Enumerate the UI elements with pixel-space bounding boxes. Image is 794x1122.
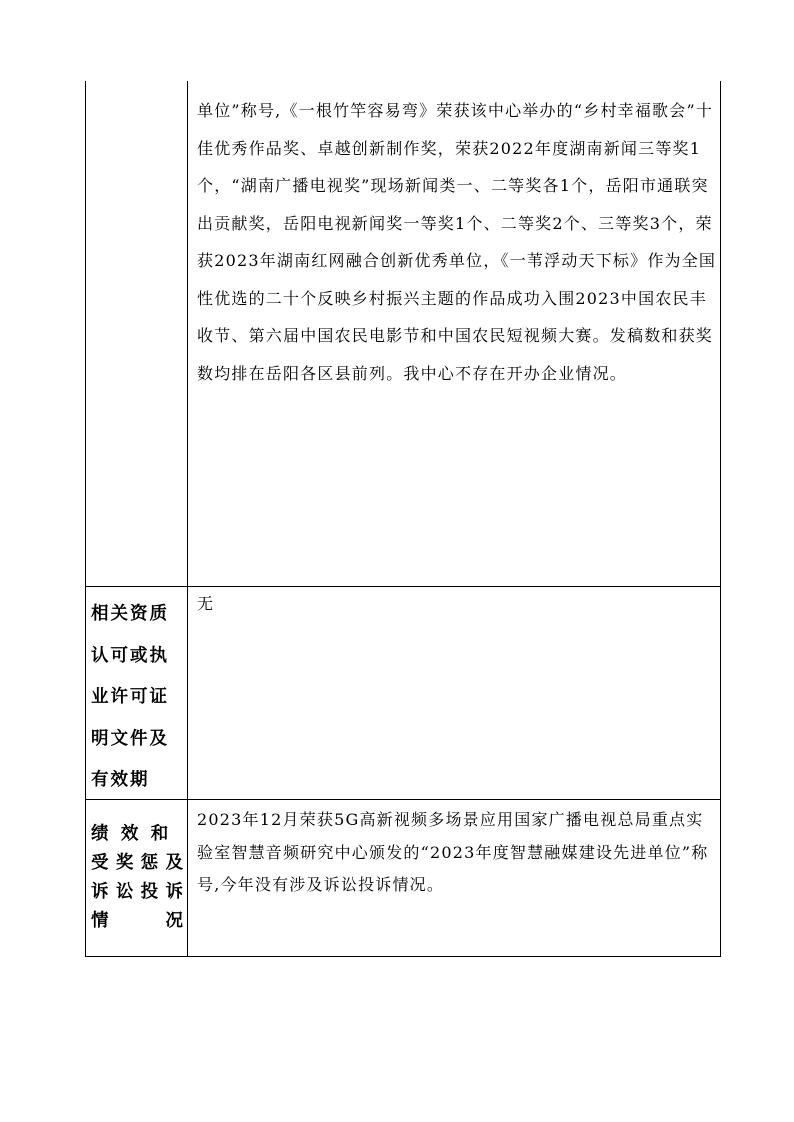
performance-label-line: 受 奖 惩 及 (91, 853, 183, 873)
qualification-text: 无 (197, 594, 215, 613)
qualification-label-line: 明文件及 (91, 728, 169, 749)
performance-label-line: 绩 效 和 (91, 824, 169, 844)
honors-text: 单位”称号,《一根竹竿容易弯》荣获该中心举办的“乡村幸福歌会”十佳优秀作品奖、卓越创新制作奖，荣获2022年度湖南新闻三等奖1个，“湖南广播电视奖”现场新闻类一、二等奖各1个，岳阳市通联突出贡献奖，岳阳电视新闻奖一等奖1个、二等奖2个、三等奖3个，荣获2023年湖南红网融合创新优秀单位，《一苇浮动天下标》作为全国性优选的二十个反映乡村振兴主题的作品成功入围2023中国农民丰收节、第六届中国农民电影节和中国农民短视频大赛。发稿数和获奖数均排在岳阳各区县前列。我中心不存在开办企业情况。 (197, 101, 717, 383)
performance-label-line: 诉 讼 投 诉 (91, 882, 183, 902)
qualification-label (91, 594, 183, 802)
qualification-content (197, 590, 717, 618)
qualification-label-line: 有效期 (91, 770, 150, 790)
performance-text: 2023年12月荣获5G高新视频多场景应用国家广播电视总局重点实验室智慧音频研究中心颁发的“2023年度智慧融媒建设先进单位”称号,今年没有涉及诉讼投诉情况。 (197, 810, 709, 894)
qualification-label-line: 业许可证 (91, 687, 169, 707)
qualification-label-line: 相关资质 (91, 604, 169, 624)
qualification-label-line: 认可或执 (91, 645, 169, 666)
performance-label-line: 情 况 (91, 911, 183, 931)
column-divider (187, 81, 188, 957)
honors-description (197, 92, 717, 392)
performance-label (91, 820, 183, 936)
performance-content (197, 804, 717, 902)
border-right (720, 81, 721, 957)
border-bottom (85, 956, 721, 957)
row-divider-1 (85, 586, 721, 587)
border-left (85, 81, 86, 957)
